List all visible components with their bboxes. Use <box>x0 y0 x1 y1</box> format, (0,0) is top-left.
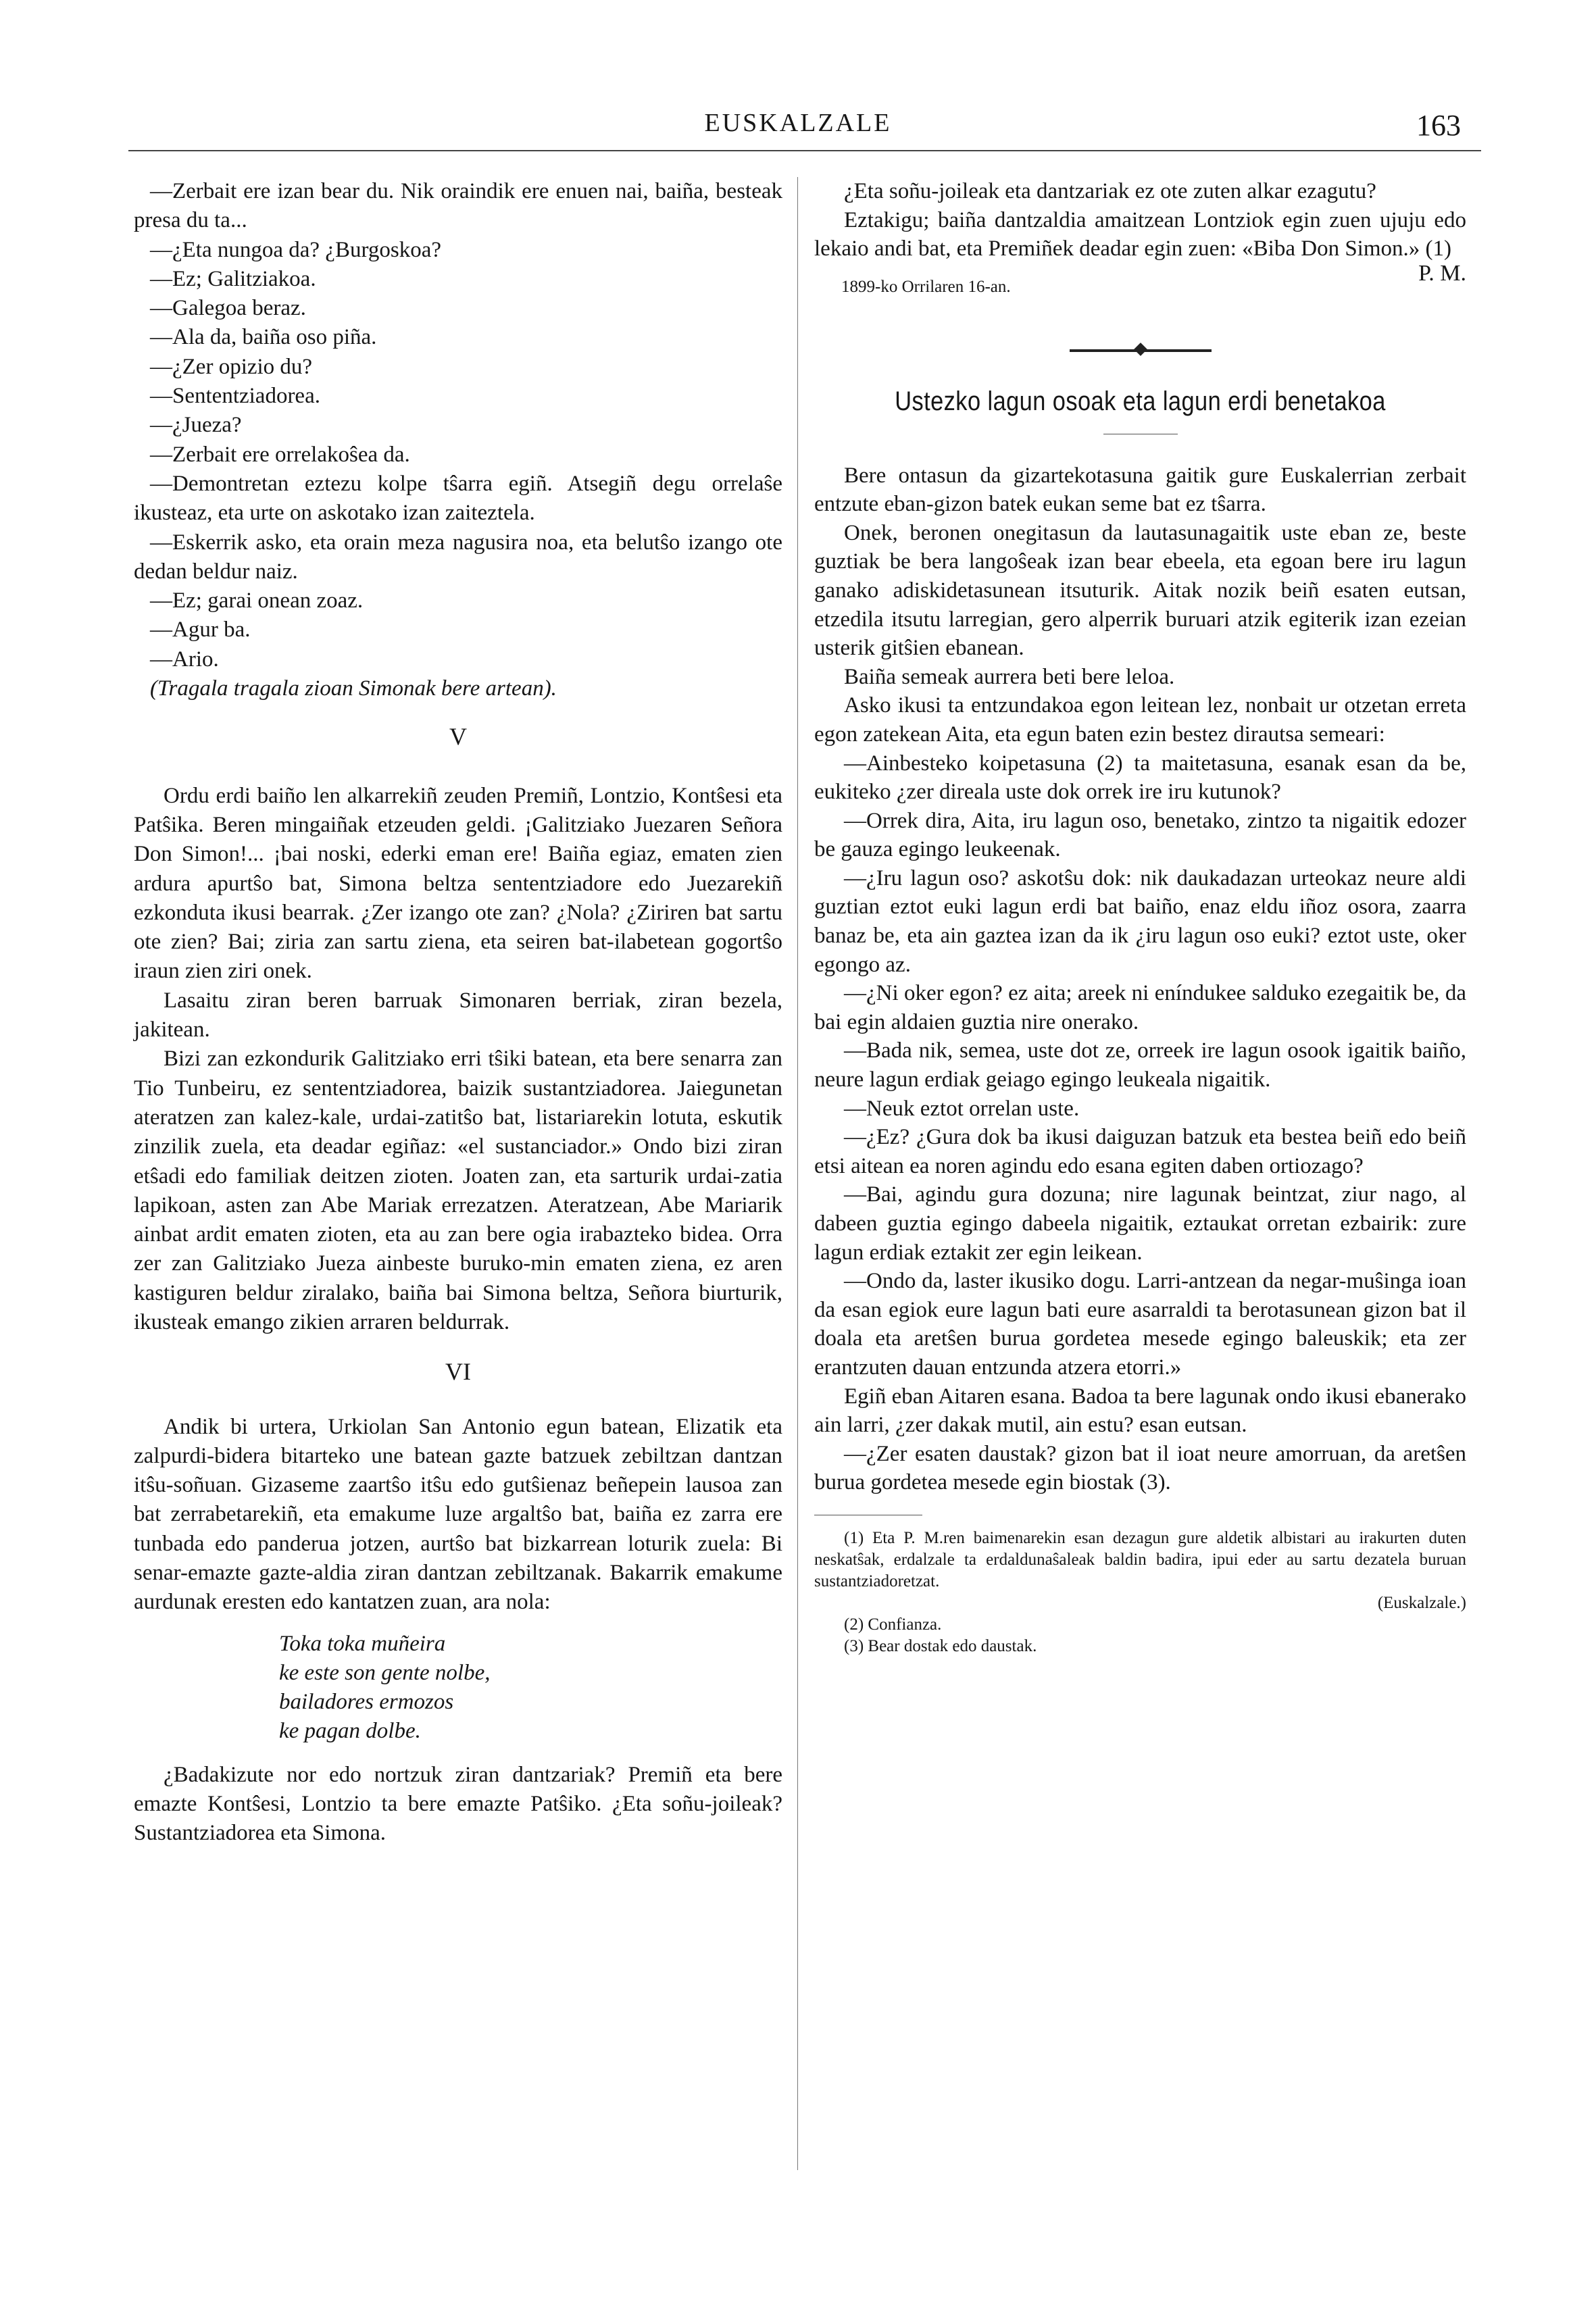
paragraph: Ordu erdi baiño len alkarrekiñ zeuden Premiñ, Lontzio, Kontŝesi eta Patŝika. Beren mingaiñak etzeuden geldi. ¡Galitziako Juezaren Señora Don Simon!... ¡bai noski, ederki eman ere! Baiña egiaz, ematen zien ardura apurtŝo bat, Simona beltza sententziadore edo Juezarekiñ ezkonduta ikusi bearrak. ¿Zer izango ote zan? ¿Nola? ¿Ziriren bat sartu ote zien? Bai; ziria zan sartu ziena, eta seiren bat-ilabetean gogortŝo iraun zien ziri onek. <box>134 783 782 984</box>
dialogue-line: —¿Zer esaten daustak? gizon bat il ioat neure amorruan, da aretŝen burua gordetea mesede egin biostak (3). <box>814 1441 1466 1495</box>
dialogue-line: —Ez; Galitziakoa. <box>150 266 316 291</box>
dialogue-line: —Bada nik, semea, uste dot ze, orreek ire lagun osook igaitik baiño, neure lagun erdiak geiago egingo leukeala nigaitik. <box>814 1038 1466 1092</box>
footnotes <box>814 1528 1466 1657</box>
dialogue-line: —Galegoa beraz. <box>150 296 306 321</box>
footnote-2: (2) Confianza. <box>844 1615 942 1634</box>
paragraph: Andik bi urtera, Urkiolan San Antonio egun batean, Elizatik eta zalpurdi-bidera bitarteko une batean gazte batzuek zebiltzan dantzan itŝu-soñuan. Gizaseme zaartŝo itŝu edo gutŝienaz beñepein lausoa zan bat zerrabetarekiñ, eta emakume luze argaltŝo bat, baiña ez zarra ere tunbada edo panderua jotzen, aurtŝo bat bizkarrean loturik zuela: Bi senar-emazte gazte-aldia ziran dantzan zebiltzanak. Bakarrik emakume aurdunak eresten edo kantatzen zuan, ara nola: <box>134 1414 782 1615</box>
dialogue-line: —¿Ni oker egon? ez aita; areek ni eníndukee salduko ezegaitik be, da bai egin aldaien guztia nire onerako. <box>814 981 1466 1034</box>
footnote-3: (3) Bear dostak edo daustak. <box>844 1636 1037 1655</box>
paragraph: Bere ontasun da gizartekotasuna gaitik gure Euskalerrian zerbait entzute eban-gizon batek eukan seme bat ez tŝarra. <box>814 463 1466 517</box>
dialogue-line: —Ez; garai onean zoaz. <box>150 588 364 613</box>
verse-line: bailadores ermozos <box>279 1689 454 1714</box>
paragraph: Egiñ eban Aitaren esana. Badoa ta bere lagunak ondo ikusi ebanerako ain larri, ¿zer dakak mutil, ain estu? esan eutsan. <box>814 1384 1466 1438</box>
paragraph: Asko ikusi ta entzundakoa egon leitean lez, nonbait ur otzetan erreta egon zatekean Aita, eta egun baten ezin bestez dirautsa semeari: <box>814 693 1466 747</box>
left-column <box>134 177 782 1848</box>
section-heading-vi: VI <box>445 1358 471 1386</box>
dialogue-line: —Zerbait ere orrelakoŝea da. <box>150 442 410 467</box>
dialogue-line: —Bai, agindu gura dozuna; nire lagunak beintzat, ziur nago, al dabeen guztia egingo dabeela nigaitik, eztaukat orretan ezbairik: zure lagun erdiak eztakit zer egin leikean. <box>814 1182 1466 1265</box>
dialogue-line: —¿Zer opizio du? <box>150 354 313 379</box>
dialogue-line: —¿Ez? ¿Gura dok ba ikusi daiguzan batzuk eta bestea beiñ edo beiñ etsi aitean ea noren agindu edo esana egiten daben ortiozago? <box>814 1125 1466 1178</box>
column-divider <box>797 177 798 2170</box>
date-line: 1899-ko Orrilaren 16-an. <box>841 278 1011 297</box>
paragraph: Onek, beronen onegitasun da lautasunagaitik uste eban ze, beste guztiak be bera langoŝeak izan bear ebeela, eta egoan bere iru lagun ganako adiskidetasunean itsuturik. Aitak nozik beiñ esaten eutsan, etzedila itsutu larregian, gero alperrik buruari atzik egiterik izan ezeian usterik gitŝien ebanean. <box>814 520 1466 661</box>
verse-line: Toka toka muñeira <box>279 1631 446 1656</box>
footnote-1: (1) Eta P. M.ren baimenarekin esan dezagun gure aldetik albistari au irakurten duten neskatŝak, erdalzale ta erdaldunaŝaleak baldin badira, ipui eder au sartu dezatela buruan sustantziadoretzat. <box>814 1528 1466 1590</box>
dialogue-line: —Ondo da, laster ikusiko dogu. Larri-antzean da negar-muŝinga ioan da esan egiok eure lagun bati eure asarraldi ta berotasunean gizon bat il doala eta aretŝen burua gordetea mesede egingo baleuskik; eta zer erantzuten dauan entzunda atzera etorri.» <box>814 1269 1466 1380</box>
page-number: 163 <box>1416 109 1461 142</box>
dialogue-line: —¿Iru lagun oso? askotŝu dok: nik daukadazan urteokaz neure aldi guztian eztot euki lagun erdi bat baiño, enaz eldu iñoz osora, zaarra banaz be, eta ain gaztea izan da ik ¿iru lagun oso euki? eztot uste, oker egongo az. <box>814 865 1466 977</box>
dialogue-line: —Sententziadorea. <box>150 384 320 409</box>
page-header <box>0 108 1596 162</box>
dialogue-line: —Demontretan eztezu kolpe tŝarra egiñ. Atsegiñ degu orrelaŝe ikusteaz, eta urte on askotako izan zaiteztela. <box>134 471 782 526</box>
header-rule <box>128 150 1481 151</box>
dialogue-line: —Agur ba. <box>150 618 251 643</box>
dialogue-line: —Ario. <box>150 647 219 672</box>
paragraph: Baiña semeak aurrera beti bere leloa. <box>844 664 1175 689</box>
dialogue-line: —Ainbesteko koipetasuna (2) ta maitetasuna, esanak esan da be, eukiteko ¿zer direala uste dok orrek ire iru kutunok? <box>814 751 1466 805</box>
dialogue-line: —Zerbait ere izan bear du. Nik oraindik ere enuen nai, baiña, besteak presa du ta... <box>134 179 782 233</box>
paragraph: Lasaitu ziran beren barruak Simonaren berriak, ziran bezela, jakitean. <box>134 988 782 1042</box>
verse-line: ke este son gente nolbe, <box>279 1660 491 1685</box>
article-title: Ustezko lagun osoak eta lagun erdi benetakoa <box>895 386 1386 416</box>
song-verse <box>134 1630 782 1746</box>
dialogue-line: —Neuk eztot orrelan uste. <box>844 1096 1080 1121</box>
footnote-1-signature: (Euskalzale.) <box>1377 1593 1466 1612</box>
ornamental-rule <box>1070 349 1212 352</box>
dialogue-line: —Eskerrik asko, eta orain meza nagusira noa, eta belutŝo izango ote dedan beldur naiz. <box>134 530 782 584</box>
dialogue-line: —¿Jueza? <box>150 413 242 438</box>
paragraph: ¿Eta soñu-joileak eta dantzariak ez ote zuten alkar ezagutu? <box>844 179 1376 203</box>
section-heading-v: V <box>449 723 467 751</box>
author-signature: P. M. <box>1418 260 1466 286</box>
stage-direction: (Tragala tragala zioan Simonak bere artean). <box>150 676 557 701</box>
right-column <box>814 177 1466 1657</box>
paragraph: Eztakigu; baiña dantzaldia amaitzean Lontziok egin zuen ujuju edo lekaio andi bat, eta Premiñek deadar egin zuen: «Biba Don Simon.» (1) <box>814 207 1466 261</box>
dialogue-line: —¿Eta nungoa da? ¿Burgoskoa? <box>150 237 441 262</box>
dialogue-line: —Orrek dira, Aita, iru lagun oso, benetako, zintzo ta nigaitik edozer be gauza egingo leukeenak. <box>814 808 1466 862</box>
paragraph: ¿Badakizute nor edo nortzuk ziran dantzariak? Premiñ eta bere emazte Kontŝesi, Lontzio ta bere emazte Patŝiko. ¿Eta soñu-joileak? Sustantziadorea eta Simona. <box>134 1762 782 1846</box>
dialogue-line: —Ala da, baiña oso piña. <box>150 325 377 350</box>
running-title: EUSKALZALE <box>704 109 892 137</box>
paragraph: Bizi zan ezkondurik Galitziako erri tŝiki batean, eta bere senarra zan Tio Tunbeiru, ez sententziadorea, baizik sustantziadorea. Jaiegunetan ateratzen zan kalez-kale, urdai-zatitŝo bat, listariarekin lotuta, eskutik zinzilik zuela, eta deadar egiñaz: «el sustanciador.» Ondo bizi ziran etŝadi edo familiak deitzen zioten. Joaten zan, eta sarturik urdai-zatia lapikoan, asten zan Abe Mariak errezatzen. Ateratzean, Abe Mariarik ainbat ardit ematen zioten, eta au zan bere ogia irabazteko bidea. Orra zer zan Galitziako Jueza ainbeste buruko-min ematen ziena, ez aren kastiguren beldur ziralako, baiña bai Simona beltza, Señora biurturik, ikusteak emango zikien arraren beldurrak. <box>134 1047 782 1334</box>
verse-line: ke pagan dolbe. <box>279 1718 421 1743</box>
